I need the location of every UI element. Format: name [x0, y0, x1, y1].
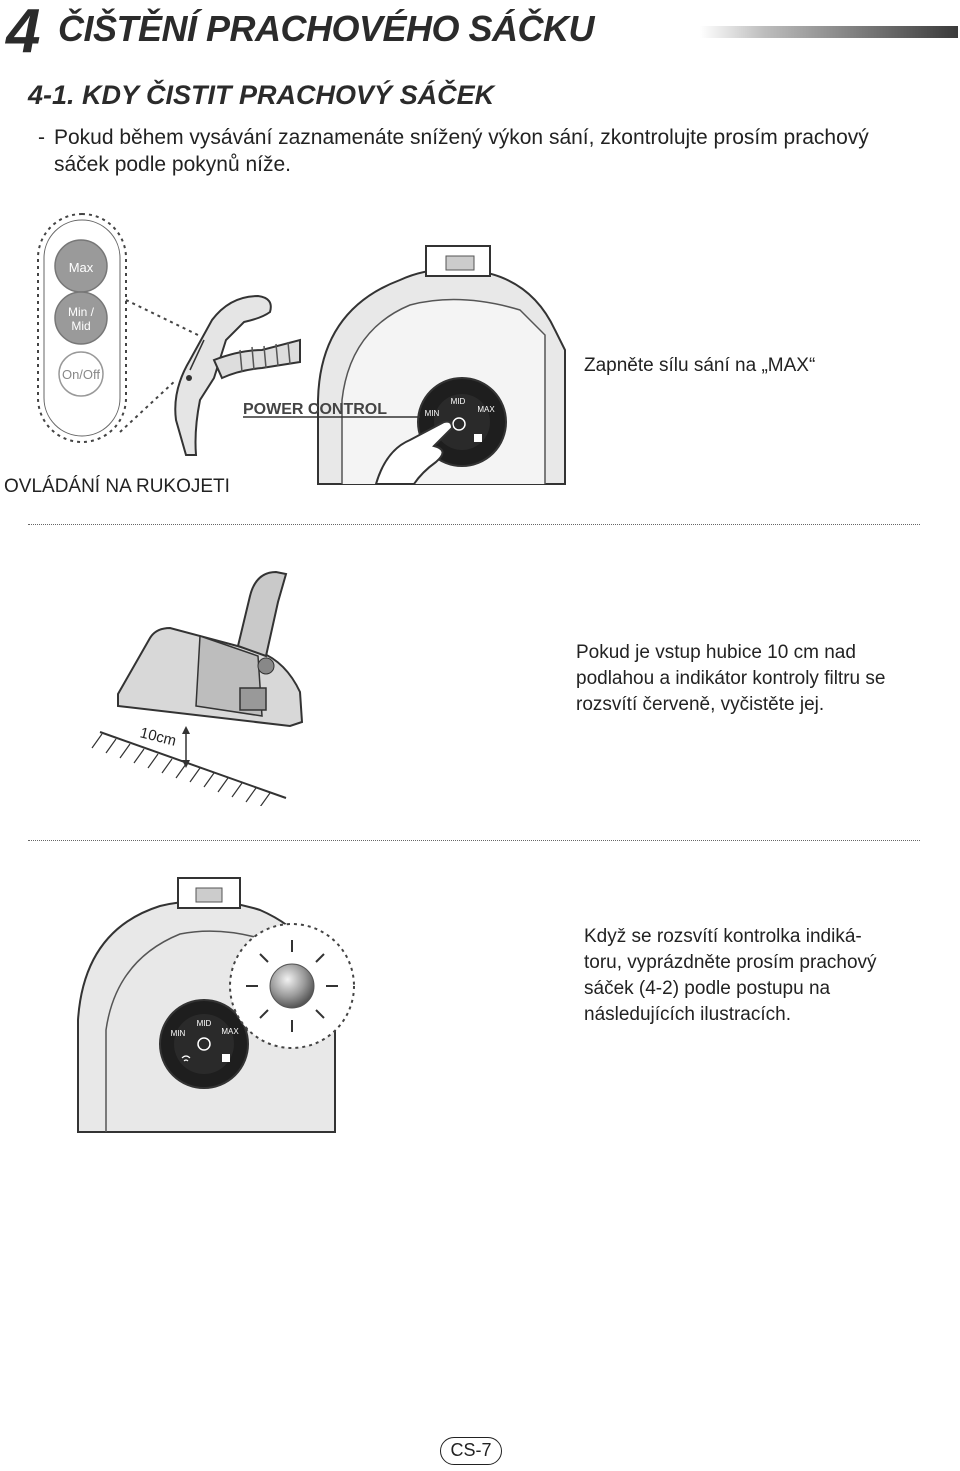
figure3-caption-line-1: Když se rozsvítí kontrolka indiká-: [584, 926, 862, 947]
nozzle-neck: [238, 572, 286, 656]
hose: [214, 340, 300, 378]
min-button-label: Min /: [67, 305, 95, 319]
figure2-caption-line-3: rozsvítí červeně, vyčistěte jej.: [576, 694, 825, 715]
figure2-caption: [576, 640, 936, 718]
max-button-label: Max: [68, 260, 94, 275]
chapter-title: ČIŠTĚNÍ PRACHOVÉHO SÁČKU: [58, 8, 595, 49]
nozzle-height-illustration: [90, 566, 310, 806]
header-decoration-bar: [700, 26, 958, 38]
height-label: 10cm: [138, 724, 178, 750]
dial-min-label: MIN: [424, 409, 440, 418]
power-control-label: POWER CONTROL: [243, 401, 387, 418]
mid-button-label: Mid: [71, 319, 91, 333]
intro-dash: -: [38, 126, 45, 149]
handle-control-caption: OVLÁDÁNÍ NA RUKOJETI: [4, 476, 230, 497]
dial-min-label-2: MIN: [170, 1029, 186, 1038]
on-off-button-label: On/Off: [61, 367, 101, 382]
dial-max-label: MAX: [477, 405, 495, 414]
intro-text: Pokud během vysávání zaznamenáte snížený výkon sání, zkontrolujte prosím prachový sáček podle pokynů níže.: [54, 126, 869, 176]
handle-and-power-control-illustration: [0, 200, 570, 500]
indicator-light-illustration: [70, 870, 370, 1138]
indicator-lamp: [270, 964, 314, 1008]
figure2-caption-line-2: podlahou a indikátor kontroly filtru se: [576, 668, 886, 689]
figure3-caption: [584, 924, 944, 1028]
section-divider-1: [28, 524, 920, 525]
figure1-caption: Zapněte sílu sání na „MAX“: [584, 355, 816, 376]
figure3-caption-line-4: následujících ilustracích.: [584, 1004, 791, 1025]
figure2-caption-line-1: Pokud je vstup hubice 10 cm nad: [576, 642, 856, 663]
figure3-caption-line-2: toru, vyprázdněte prosím prachový: [584, 952, 877, 973]
dial-mid-label-2: MID: [196, 1019, 212, 1028]
chapter-number: 4: [6, 0, 39, 66]
dial-mid-label: MID: [450, 397, 466, 406]
section-divider-2: [28, 840, 920, 841]
section-title: 4-1. KDY ČISTIT PRACHOVÝ SÁČEK: [28, 80, 495, 110]
page-number: CS-7: [440, 1437, 502, 1465]
intro-paragraph: [38, 124, 918, 178]
figure3-caption-line-3: sáček (4-2) podle postupu na: [584, 978, 831, 999]
dial-max-label-2: MAX: [221, 1027, 239, 1036]
